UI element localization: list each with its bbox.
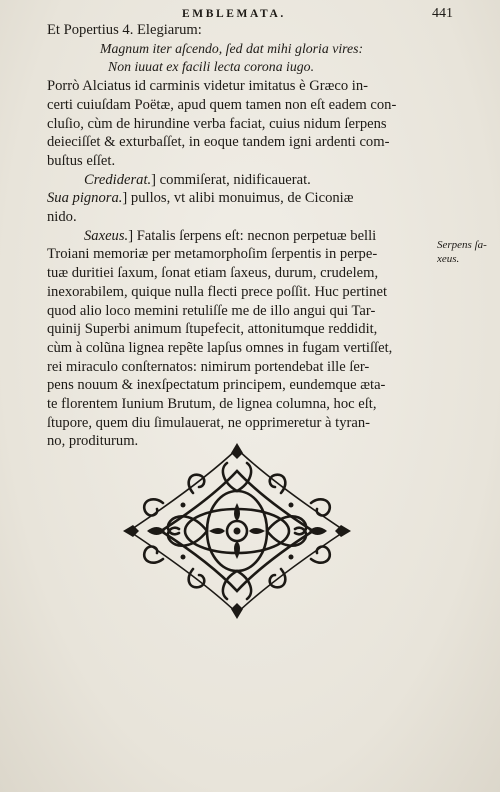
text-line <box>47 40 432 59</box>
text-line <box>47 21 432 40</box>
text-segment: cluſio, cùm de hirundine verba faciat, cuius nidum ſerpens <box>47 115 387 132</box>
text-segment: no, proditurum. <box>47 433 139 450</box>
text-line <box>47 395 432 414</box>
text-segment: Et Popertius 4. Elegiarum: <box>47 22 202 38</box>
text-segment: pens nouum & inexſpectatum principem, eundemque æta- <box>47 377 386 394</box>
text-line <box>47 283 432 302</box>
text-segment: deieciſſet & exturbaſſet, in eoque tandem igni ardenti com- <box>47 134 390 151</box>
text-segment: ] pullos, vt alibi monuimus, de Ciconiæ <box>122 190 354 207</box>
text-segment: nido. <box>47 209 77 226</box>
text-segment: quinij Superbi animum ſtupefecit, attonitumque reddidit, <box>47 321 378 338</box>
text-line <box>47 414 432 433</box>
text-line <box>47 152 432 171</box>
text-line <box>47 302 432 321</box>
text-segment: ] Fatalis ſerpens eſt: necnon perpetuæ belli <box>128 227 377 244</box>
text-line <box>47 133 432 152</box>
body-text <box>47 21 432 451</box>
text-line <box>47 245 432 264</box>
text-segment: ſtupore, quem diu ſimulauerat, ne opprimeretur à tyran- <box>47 414 370 431</box>
text-segment: Porrò Alciatus id carminis videtur imitatus è Græco in- <box>47 78 369 95</box>
text-line <box>47 96 432 115</box>
lemma-label: Sua pignora. <box>47 190 123 207</box>
text-segment: ] commiſerat, nidificauerat. <box>151 171 311 188</box>
text-segment: inexorabilem, quique nulla flecti prece poſſit. Huc pertinet <box>47 283 387 300</box>
text-line <box>47 115 432 134</box>
margin-note-line: Serpens ſa- <box>437 239 487 251</box>
text-segment: buſtus eſſet. <box>47 152 116 169</box>
lemma-label: Crediderat. <box>84 171 152 188</box>
text-line <box>47 320 432 339</box>
lemma-label: Saxeus. <box>84 227 129 244</box>
text-line <box>47 227 432 246</box>
text-line <box>47 189 432 208</box>
text-segment: tuæ duritiei ſaxum, ſonat etiam ſaxeus, durum, crudelem, <box>47 265 379 282</box>
text-line <box>47 339 432 358</box>
text-line <box>47 208 432 227</box>
fleuron-ornament-icon <box>123 443 351 619</box>
running-head: EMBLEMATA. <box>182 8 286 20</box>
text-segment: Troiani memoriæ per metamorphoſim ſerpentis in perpe- <box>47 246 378 263</box>
text-segment: certi cuiuſdam Poëtæ, apud quem tamen non eſt eadem con- <box>47 96 397 113</box>
text-line <box>47 358 432 377</box>
text-line <box>47 264 432 283</box>
text-line <box>47 77 432 96</box>
text-line <box>47 171 432 190</box>
margin-note-line: xeus. <box>437 253 460 265</box>
text-line <box>47 376 432 395</box>
text-segment: rei miraculo conſternatos: nimirum portendebat ille ſer- <box>47 358 370 375</box>
text-line <box>47 58 432 77</box>
margin-note <box>437 238 493 266</box>
text-segment: cùm à colũna lignea repẽte lapſus omnes in fugam vertiſſet, <box>47 339 393 356</box>
page-number: 441 <box>432 6 453 21</box>
text-segment: te florentem Iunium Brutum, de lignea columna, hoc eſt, <box>47 396 377 413</box>
text-segment: Magnum iter aſcendo, ſed dat mihi gloria vires: <box>100 40 364 56</box>
text-segment: quod alio loco memini retuliſſe me de illo angui qui Tar- <box>47 302 376 319</box>
text-segment: Non iuuat ex facili lecta corona iugo. <box>108 59 315 75</box>
